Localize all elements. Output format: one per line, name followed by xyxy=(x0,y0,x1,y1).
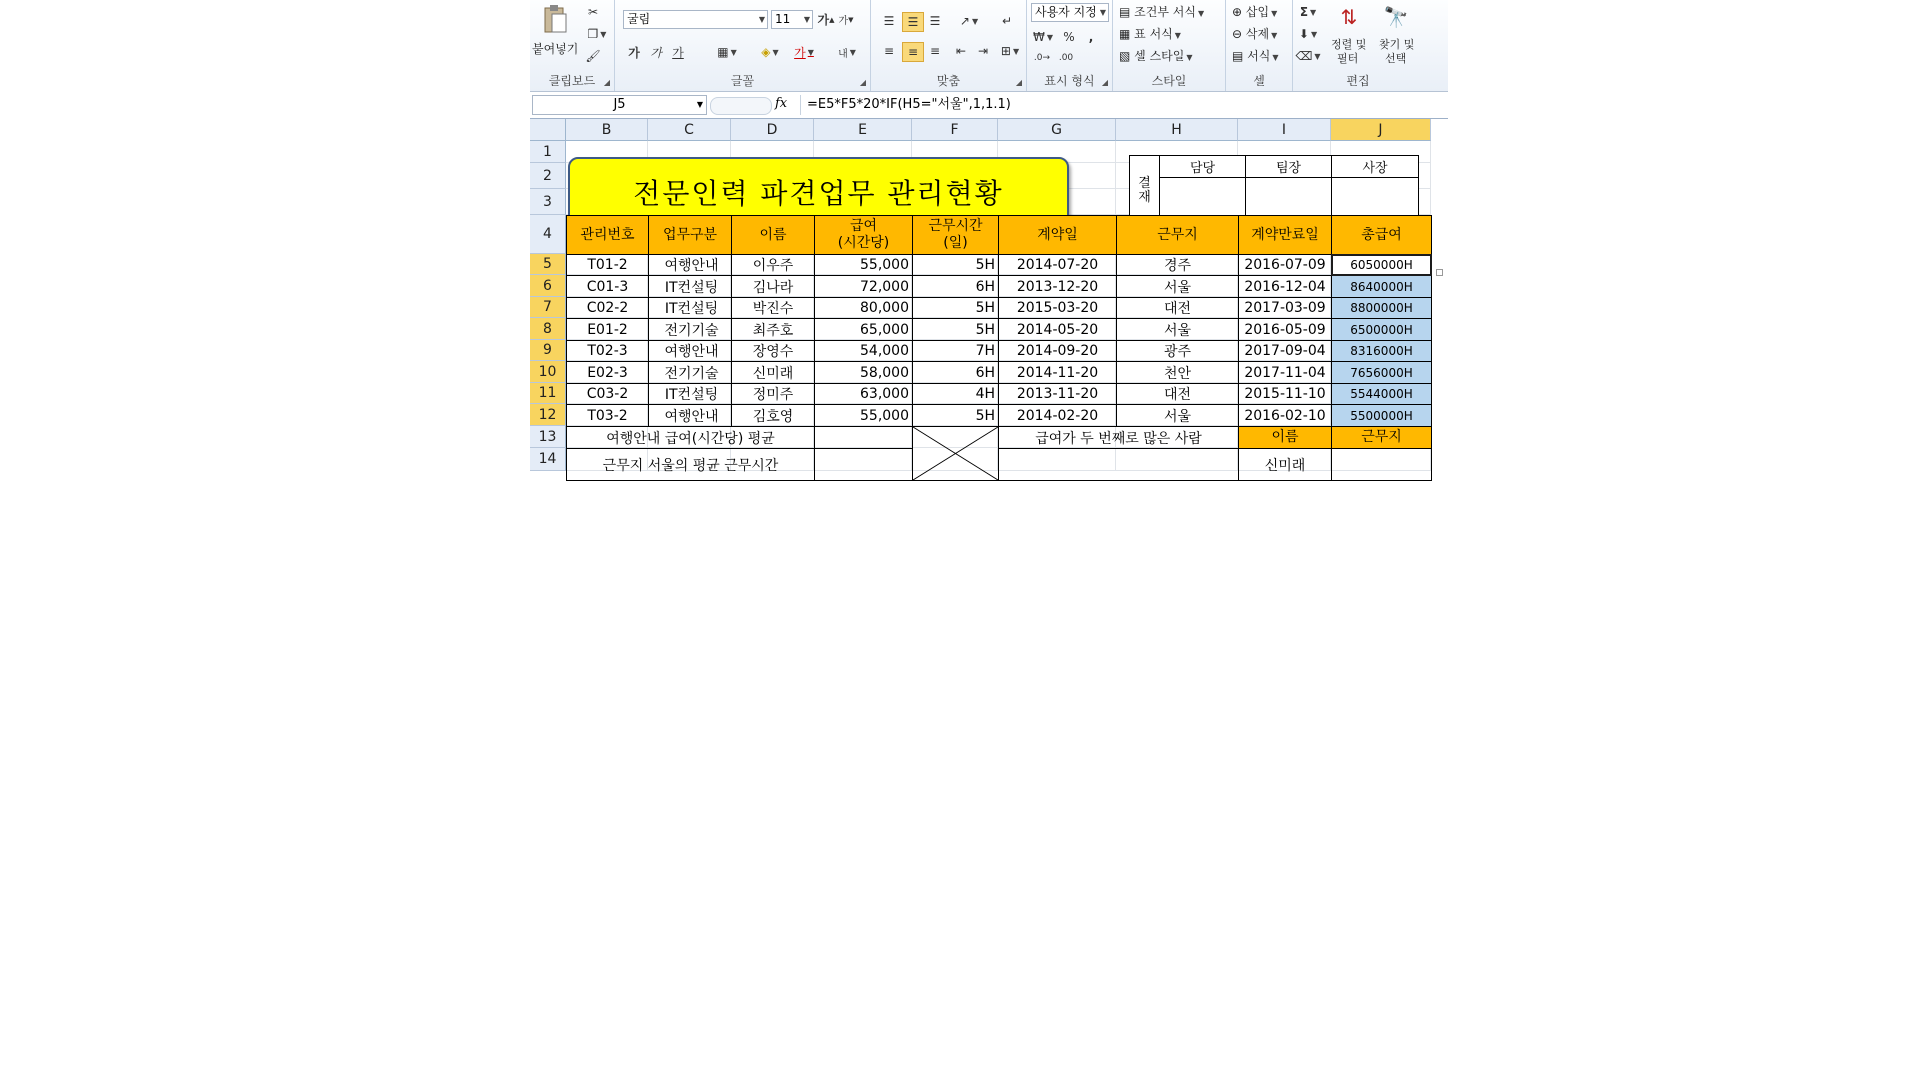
row-header-13[interactable]: 13 xyxy=(530,426,566,448)
table-cell-r7-e[interactable]: 80,000 xyxy=(814,297,913,319)
approval-header-2[interactable]: 사장 xyxy=(1331,155,1419,178)
table-cell-r5-d[interactable]: 이우주 xyxy=(731,254,815,276)
clipboard-launcher-icon[interactable]: ◢ xyxy=(603,78,610,87)
formula-bar-resize-handle[interactable] xyxy=(710,97,772,115)
autosum-button[interactable]: Σ ▼ xyxy=(1299,5,1317,19)
table-cell-r11-c[interactable]: IT컨설팅 xyxy=(648,383,732,405)
table-cell-r10-f[interactable]: 6H xyxy=(912,361,999,384)
sort-filter-icon[interactable]: ⇅ xyxy=(1340,5,1358,29)
table-cell-r5-g[interactable]: 2014-07-20 xyxy=(998,254,1117,276)
table-header-6[interactable]: 근무지 xyxy=(1116,215,1239,255)
row-header-7[interactable]: 7 xyxy=(530,297,566,318)
table-cell-r11-f[interactable]: 4H xyxy=(912,383,999,405)
row-header-14[interactable]: 14 xyxy=(530,448,566,471)
table-header-2[interactable]: 이름 xyxy=(731,215,815,255)
table-cell-r11-j[interactable]: 5544000H xyxy=(1331,383,1432,405)
travel-pay-average-label[interactable]: 여행안내 급여(시간당) 평균 xyxy=(566,426,815,449)
underline-button[interactable]: 가 xyxy=(672,45,684,60)
font-launcher-icon[interactable]: ◢ xyxy=(859,78,866,87)
table-cell-r9-i[interactable]: 2017-09-04 xyxy=(1238,340,1332,362)
second-highest-pay-label[interactable]: 급여가 두 번째로 많은 사람 xyxy=(998,426,1239,449)
table-cell-r7-j[interactable]: 8800000H xyxy=(1331,297,1432,319)
increase-indent-icon[interactable]: ⇥ xyxy=(977,44,989,58)
column-header-e[interactable]: E xyxy=(814,119,912,141)
seoul-hours-average-label[interactable]: 근무지 서울의 평균 근무시간 xyxy=(566,448,815,481)
row-header-3[interactable]: 3 xyxy=(530,189,566,215)
table-cell-r10-d[interactable]: 신미래 xyxy=(731,361,815,384)
table-cell-r6-g[interactable]: 2013-12-20 xyxy=(998,275,1117,298)
fill-color-icon[interactable]: ◈ ▼ xyxy=(761,45,779,59)
worksheet-grid xyxy=(530,119,1448,492)
row-header-5[interactable]: 5 xyxy=(530,254,566,275)
table-cell-r11-e[interactable]: 63,000 xyxy=(814,383,913,405)
orientation-icon[interactable]: ↗ ▼ xyxy=(959,14,979,28)
table-cell-r10-c[interactable]: 전기기술 xyxy=(648,361,732,384)
row-header-4[interactable]: 4 xyxy=(530,215,566,254)
percent-button[interactable]: % xyxy=(1063,30,1075,44)
table-cell-r8-g[interactable]: 2014-05-20 xyxy=(998,318,1117,341)
table-cell-r11-b[interactable]: C03-2 xyxy=(566,383,649,405)
column-header-d[interactable]: D xyxy=(731,119,814,141)
shrink-font-icon[interactable]: 가 ▼ xyxy=(838,15,854,27)
table-cell-r8-h[interactable]: 서울 xyxy=(1116,318,1239,341)
delete-cells-button[interactable]: ⊖ 삭제 ▼ xyxy=(1232,27,1278,41)
seoul-hours-average-value[interactable] xyxy=(814,448,913,481)
table-header-0[interactable]: 관리번호 xyxy=(566,215,649,255)
table-cell-r9-d[interactable]: 장영수 xyxy=(731,340,815,362)
alignment-group-label: 맞춤 xyxy=(936,74,961,88)
decrease-indent-icon[interactable]: ⇤ xyxy=(955,44,967,58)
name-value-cell[interactable]: 신미래 xyxy=(1238,448,1332,481)
alignment-group xyxy=(871,0,1027,91)
align-middle-icon[interactable]: ☰ xyxy=(902,12,924,32)
row-header-9[interactable]: 9 xyxy=(530,340,566,361)
number-group xyxy=(1027,0,1113,91)
formula-input[interactable]: =E5*F5*20*IF(H5="서울",1,1.1) xyxy=(800,95,1448,115)
number-format-combo[interactable]: 사용자 지정 ▼ xyxy=(1031,3,1109,22)
font-name-combo[interactable]: 굴림 ▼ xyxy=(623,10,768,29)
select-all-corner[interactable] xyxy=(530,119,566,141)
find-select-label-2[interactable]: 선택 xyxy=(1385,52,1407,65)
table-cell-r9-j[interactable]: 8316000H xyxy=(1331,340,1432,362)
table-cell-r8-f[interactable]: 5H xyxy=(912,318,999,341)
clear-icon[interactable]: ⌫ ▼ xyxy=(1295,49,1321,63)
table-cell-r10-b[interactable]: E02-3 xyxy=(566,361,649,384)
table-cell-r9-b[interactable]: T02-3 xyxy=(566,340,649,362)
travel-pay-average-value[interactable] xyxy=(814,426,913,449)
table-cell-r8-d[interactable]: 최주호 xyxy=(731,318,815,341)
table-cell-r7-f[interactable]: 5H xyxy=(912,297,999,319)
table-cell-r6-h[interactable]: 서울 xyxy=(1116,275,1239,298)
table-cell-r8-e[interactable]: 65,000 xyxy=(814,318,913,341)
table-cell-r5-f[interactable]: 5H xyxy=(912,254,999,276)
workplace-value-cell[interactable] xyxy=(1331,448,1432,481)
table-cell-r12-c[interactable]: 여행안내 xyxy=(648,404,732,427)
insert-function-icon[interactable]: fx xyxy=(775,96,788,111)
table-header-1[interactable]: 업무구분 xyxy=(648,215,732,255)
paste-icon[interactable] xyxy=(540,4,570,34)
table-cell-r12-g[interactable]: 2014-02-20 xyxy=(998,404,1117,427)
column-header-f[interactable]: F xyxy=(912,119,998,141)
table-cell-r9-g[interactable]: 2014-09-20 xyxy=(998,340,1117,362)
row-header-8[interactable]: 8 xyxy=(530,318,566,340)
row-header-1[interactable]: 1 xyxy=(530,141,566,163)
table-cell-r6-d[interactable]: 김나라 xyxy=(731,275,815,298)
format-as-table-button[interactable]: ▦ 표 서식 ▼ xyxy=(1119,27,1181,41)
table-cell-r5-c[interactable]: 여행안내 xyxy=(648,254,732,276)
table-cell-r6-c[interactable]: IT컨설팅 xyxy=(648,275,732,298)
conditional-formatting-button[interactable]: ▤ 조건부 서식 ▼ xyxy=(1119,5,1205,19)
bold-button[interactable]: 가 xyxy=(628,45,640,60)
align-right-icon[interactable]: ≡ xyxy=(929,44,941,58)
table-cell-r12-i[interactable]: 2016-02-10 xyxy=(1238,404,1332,427)
paste-button[interactable]: 붙여넣기 xyxy=(532,42,579,56)
table-cell-r7-c[interactable]: IT컨설팅 xyxy=(648,297,732,319)
crossed-out-cell[interactable] xyxy=(912,426,999,481)
table-cell-r6-i[interactable]: 2016-12-04 xyxy=(1238,275,1332,298)
align-left-icon[interactable]: ≡ xyxy=(883,44,895,58)
cut-icon[interactable]: ✂ xyxy=(587,5,599,19)
borders-icon[interactable]: ▦ ▼ xyxy=(717,45,737,59)
column-header-j[interactable]: J xyxy=(1331,119,1431,141)
number-launcher-icon[interactable]: ◢ xyxy=(1101,78,1108,87)
ribbon xyxy=(530,0,1448,92)
cells-group-label: 셀 xyxy=(1253,74,1265,88)
table-cell-r10-j[interactable]: 7656000H xyxy=(1331,361,1432,384)
table-cell-r12-b[interactable]: T03-2 xyxy=(566,404,649,427)
approval-side-label[interactable]: 결 재 xyxy=(1129,155,1160,227)
table-cell-r5-e[interactable]: 55,000 xyxy=(814,254,913,276)
workplace-header-cell[interactable]: 근무지 xyxy=(1331,426,1432,449)
table-cell-r8-c[interactable]: 전기기술 xyxy=(648,318,732,341)
cells-group xyxy=(1226,0,1293,91)
table-cell-r12-h[interactable]: 서울 xyxy=(1116,404,1239,427)
table-cell-r12-j[interactable]: 5500000H xyxy=(1331,404,1432,427)
second-highest-pay-blank[interactable] xyxy=(998,448,1239,481)
table-cell-r9-e[interactable]: 54,000 xyxy=(814,340,913,362)
merge-center-icon[interactable]: ⊞ ▼ xyxy=(1000,44,1020,58)
approval-header-1[interactable]: 팀장 xyxy=(1245,155,1332,178)
table-cell-r8-b[interactable]: E01-2 xyxy=(566,318,649,341)
wrap-text-icon[interactable]: ↵ xyxy=(1001,14,1013,28)
format-cells-button[interactable]: ▤ 서식 ▼ xyxy=(1232,49,1279,63)
scrollbar-resize-handle[interactable] xyxy=(1436,269,1443,276)
table-cell-r10-h[interactable]: 천안 xyxy=(1116,361,1239,384)
column-header-i[interactable]: I xyxy=(1238,119,1331,141)
table-cell-r10-i[interactable]: 2017-11-04 xyxy=(1238,361,1332,384)
column-header-b[interactable]: B xyxy=(566,119,648,141)
font-color-button[interactable]: 가 ▼ xyxy=(794,45,814,60)
table-cell-r7-g[interactable]: 2015-03-20 xyxy=(998,297,1117,319)
table-cell-r5-h[interactable]: 경주 xyxy=(1116,254,1239,276)
styles-group xyxy=(1113,0,1226,91)
grow-font-icon[interactable]: 가 ▲ xyxy=(817,13,835,27)
insert-cells-button[interactable]: ⊕ 삽입 ▼ xyxy=(1232,5,1278,19)
styles-group-label: 스타일 xyxy=(1151,74,1187,88)
number-group-label: 표시 형식 xyxy=(1044,74,1095,88)
sort-filter-label-2[interactable]: 필터 xyxy=(1337,52,1359,65)
table-header-4[interactable]: 근무시간 (일) xyxy=(912,215,999,255)
row-header-6[interactable]: 6 xyxy=(530,275,566,297)
table-cell-r12-e[interactable]: 55,000 xyxy=(814,404,913,427)
sort-filter-label-1[interactable]: 정렬 및 xyxy=(1331,38,1367,51)
table-cell-r9-f[interactable]: 7H xyxy=(912,340,999,362)
formula-bar xyxy=(530,92,1448,119)
editing-group-label: 편집 xyxy=(1346,74,1370,88)
phonetic-icon[interactable]: 내 ▼ xyxy=(838,47,856,60)
table-cell-r9-h[interactable]: 광주 xyxy=(1116,340,1239,362)
comma-button[interactable]: , xyxy=(1088,30,1094,44)
table-cell-r6-e[interactable]: 72,000 xyxy=(814,275,913,298)
currency-icon[interactable]: ₩ ▼ xyxy=(1032,30,1054,44)
table-header-8[interactable]: 총급여 xyxy=(1331,215,1432,255)
font-group-label: 글꼴 xyxy=(730,74,755,88)
table-cell-r8-i[interactable]: 2016-05-09 xyxy=(1238,318,1332,341)
table-cell-r5-i[interactable]: 2016-07-09 xyxy=(1238,254,1332,276)
table-cell-r6-j[interactable]: 8640000H xyxy=(1331,275,1432,298)
approval-header-0[interactable]: 담당 xyxy=(1159,155,1246,178)
copy-icon[interactable]: ❐ ▼ xyxy=(587,27,607,41)
table-cell-r12-d[interactable]: 김호영 xyxy=(731,404,815,427)
table-cell-r10-g[interactable]: 2014-11-20 xyxy=(998,361,1117,384)
align-top-icon[interactable]: ☰ xyxy=(883,14,895,28)
table-cell-r11-g[interactable]: 2013-11-20 xyxy=(998,383,1117,405)
table-cell-r7-d[interactable]: 박진수 xyxy=(731,297,815,319)
name-header-cell[interactable]: 이름 xyxy=(1238,426,1332,449)
table-cell-r8-j[interactable]: 6500000H xyxy=(1331,318,1432,341)
alignment-launcher-icon[interactable]: ◢ xyxy=(1015,78,1022,87)
table-cell-r6-f[interactable]: 6H xyxy=(912,275,999,298)
table-cell-r11-d[interactable]: 정미주 xyxy=(731,383,815,405)
table-cell-r6-b[interactable]: C01-3 xyxy=(566,275,649,298)
row-header-2[interactable]: 2 xyxy=(530,163,566,189)
row-header-10[interactable]: 10 xyxy=(530,361,566,383)
table-header-5[interactable]: 계약일 xyxy=(998,215,1117,255)
table-cell-r10-e[interactable]: 58,000 xyxy=(814,361,913,384)
excel-window xyxy=(530,0,1448,492)
table-cell-r7-i[interactable]: 2017-03-09 xyxy=(1238,297,1332,319)
table-cell-r7-b[interactable]: C02-2 xyxy=(566,297,649,319)
table-header-7[interactable]: 계약만료일 xyxy=(1238,215,1332,255)
column-header-h[interactable]: H xyxy=(1116,119,1238,141)
decrease-decimal-icon[interactable]: .00 xyxy=(1058,53,1074,63)
font-group xyxy=(615,0,871,91)
editing-group xyxy=(1293,0,1423,91)
align-bottom-icon[interactable]: ☰ xyxy=(929,14,941,28)
column-header-g[interactable]: G xyxy=(998,119,1116,141)
table-cell-r12-f[interactable]: 5H xyxy=(912,404,999,427)
table-cell-r11-h[interactable]: 대전 xyxy=(1116,383,1239,405)
clipboard-group-label: 클립보드 xyxy=(548,74,596,88)
row-header-11[interactable]: 11 xyxy=(530,383,566,404)
table-header-3[interactable]: 급여 (시간당) xyxy=(814,215,913,255)
increase-decimal-icon[interactable]: .0→ xyxy=(1033,53,1051,63)
table-cell-r9-c[interactable]: 여행안내 xyxy=(648,340,732,362)
cell-styles-button[interactable]: ▧ 셀 스타일 ▼ xyxy=(1119,49,1193,63)
name-box[interactable]: J5 ▼ xyxy=(532,95,707,115)
table-cell-r5-b[interactable]: T01-2 xyxy=(566,254,649,276)
column-header-c[interactable]: C xyxy=(648,119,731,141)
align-center-icon[interactable]: ≡ xyxy=(902,42,924,62)
font-size-combo[interactable]: 11 ▼ xyxy=(771,10,813,29)
table-cell-r5-j[interactable]: 6050000H xyxy=(1350,258,1413,272)
report-title: 전문인력 파견업무 관리현황 xyxy=(568,157,1069,227)
italic-button[interactable]: 가 xyxy=(650,45,662,60)
clipboard-group xyxy=(530,0,615,91)
table-cell-r7-h[interactable]: 대전 xyxy=(1116,297,1239,319)
table-cell-r11-i[interactable]: 2015-11-10 xyxy=(1238,383,1332,405)
row-header-12[interactable]: 12 xyxy=(530,404,566,426)
find-select-icon[interactable]: 🔭 xyxy=(1383,5,1409,29)
find-select-label-1[interactable]: 찾기 및 xyxy=(1379,38,1415,51)
fill-icon[interactable]: ⬇ ▼ xyxy=(1298,27,1318,41)
format-painter-icon[interactable]: 🖌 xyxy=(585,49,601,63)
